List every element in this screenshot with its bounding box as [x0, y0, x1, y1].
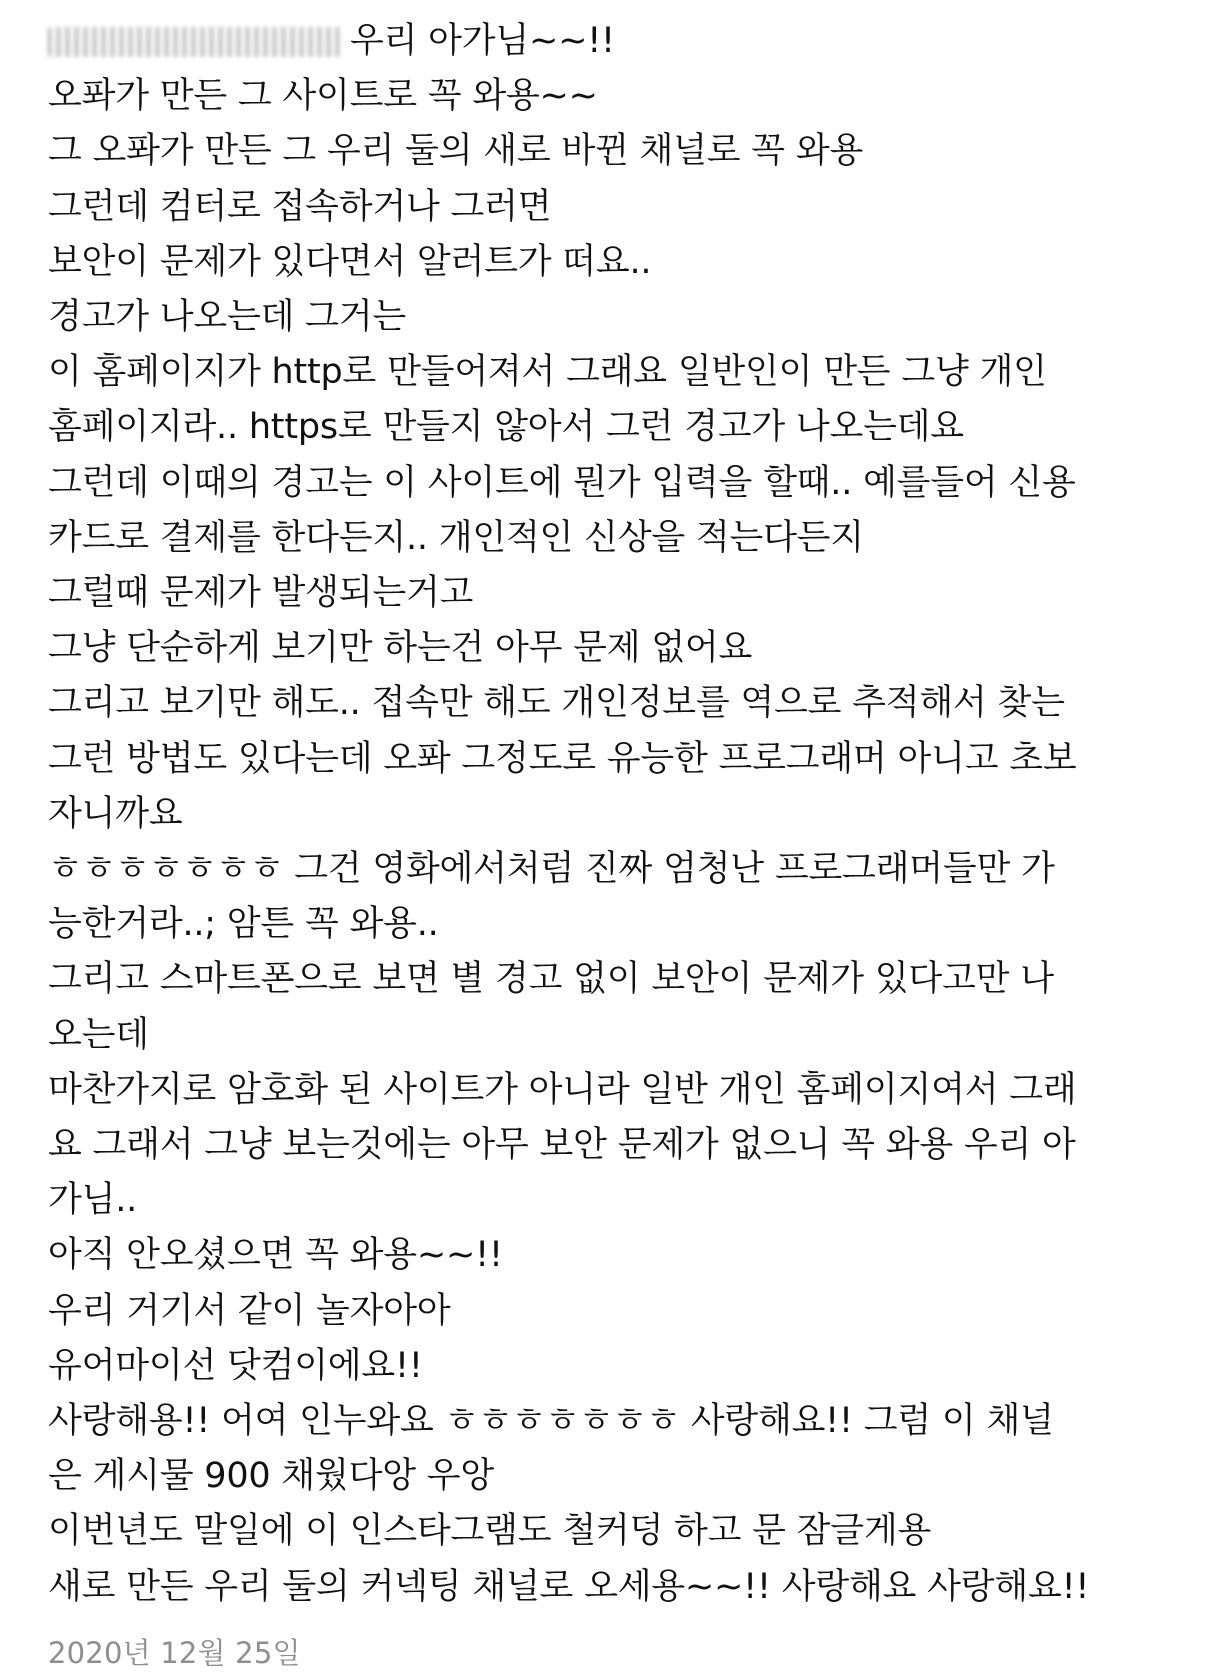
caption-line: 오는데 [48, 1014, 149, 1055]
caption-line: 카드로 결제를 한다든지.. 개인적인 신상을 적는다든지 [48, 517, 864, 558]
post-caption [48, 14, 1178, 1672]
caption-line: 그런 방법도 있다는데 오퐈 그정도로 유능한 프로그래머 아니고 초보 [48, 738, 1077, 779]
caption-line: 그 오퐈가 만든 그 우리 둘의 새로 바뀐 채널로 꼭 와용 [48, 131, 864, 172]
caption-line: 요 그래서 그냥 보는것에는 아무 보안 문제가 없으니 꼭 와용 우리 아 [48, 1125, 1076, 1166]
caption-line: 그럴때 문제가 발생되는거고 [48, 573, 474, 614]
caption-line: 아직 안오셨으면 꼭 와용~~!! [48, 1235, 503, 1276]
caption-line: ㅎㅎㅎㅎㅎㅎㅎ 그건 영화에서처럼 진짜 엄청난 프로그래머들만 가 [48, 849, 1055, 890]
caption-line: 그냥 단순하게 보기만 하는건 아무 문제 없어요 [48, 628, 753, 669]
caption-line: 이번년도 말일에 이 인스타그램도 철커덩 하고 문 잠글게용 [48, 1511, 932, 1552]
caption-line: 이 홈페이지가 http로 만들어져서 그래요 일반인이 만든 그냥 개인 [48, 352, 1047, 393]
caption-line: 능한거라..; 암튼 꼭 와용.. [48, 904, 439, 945]
caption-line: 마찬가지로 암호화 된 사이트가 아니라 일반 개인 홈페이지여서 그래 [48, 1069, 1077, 1110]
caption-line: 사랑해용!! 어여 인누와요 ㅎㅎㅎㅎㅎㅎㅎ 사랑해요!! 그럼 이 채널 [48, 1401, 1054, 1442]
caption-first-line-text: 우리 아가님~~!! [350, 21, 615, 61]
post-timestamp: 2020년 12월 25일 [48, 1635, 301, 1670]
caption-line: 새로 만든 우리 둘의 커넥팅 채널로 오세용~~!! 사랑해요 사랑해요!! [48, 1566, 1090, 1607]
caption-line: 은 게시물 900 채웠다앙 우앙 [48, 1456, 495, 1497]
caption-line: 그리고 보기만 해도.. 접속만 해도 개인정보를 역으로 추적해서 찾는 [48, 683, 1065, 724]
caption-first-line [48, 14, 1178, 69]
caption-line: 경고가 나오는데 그거는 [48, 297, 406, 338]
caption-line: 홈페이지라.. https로 만들지 않아서 그런 경고가 나오는데요 [48, 407, 964, 448]
caption-line: 그런데 컴터로 접속하거나 그러면 [48, 186, 552, 227]
caption-line: 자니까요 [48, 793, 183, 834]
caption-line: 그런데 이때의 경고는 이 사이트에 뭔가 입력을 할때.. 예를들어 신용 [48, 462, 1076, 503]
caption-line: 우리 거기서 같이 놀자아아 [48, 1290, 451, 1331]
caption-line: 그리고 스마트폰으로 보면 별 경고 없이 보안이 문제가 있다고만 나 [48, 959, 1054, 1000]
caption-line: 유어마이선 닷컴이에요!! [48, 1345, 423, 1386]
caption-line: 보안이 문제가 있다면서 알러트가 떠요.. [48, 241, 652, 282]
redacted-username [48, 27, 340, 57]
caption-line: 가님.. [48, 1180, 138, 1221]
caption-line: 오퐈가 만든 그 사이트로 꼭 와용~~ [48, 76, 598, 117]
